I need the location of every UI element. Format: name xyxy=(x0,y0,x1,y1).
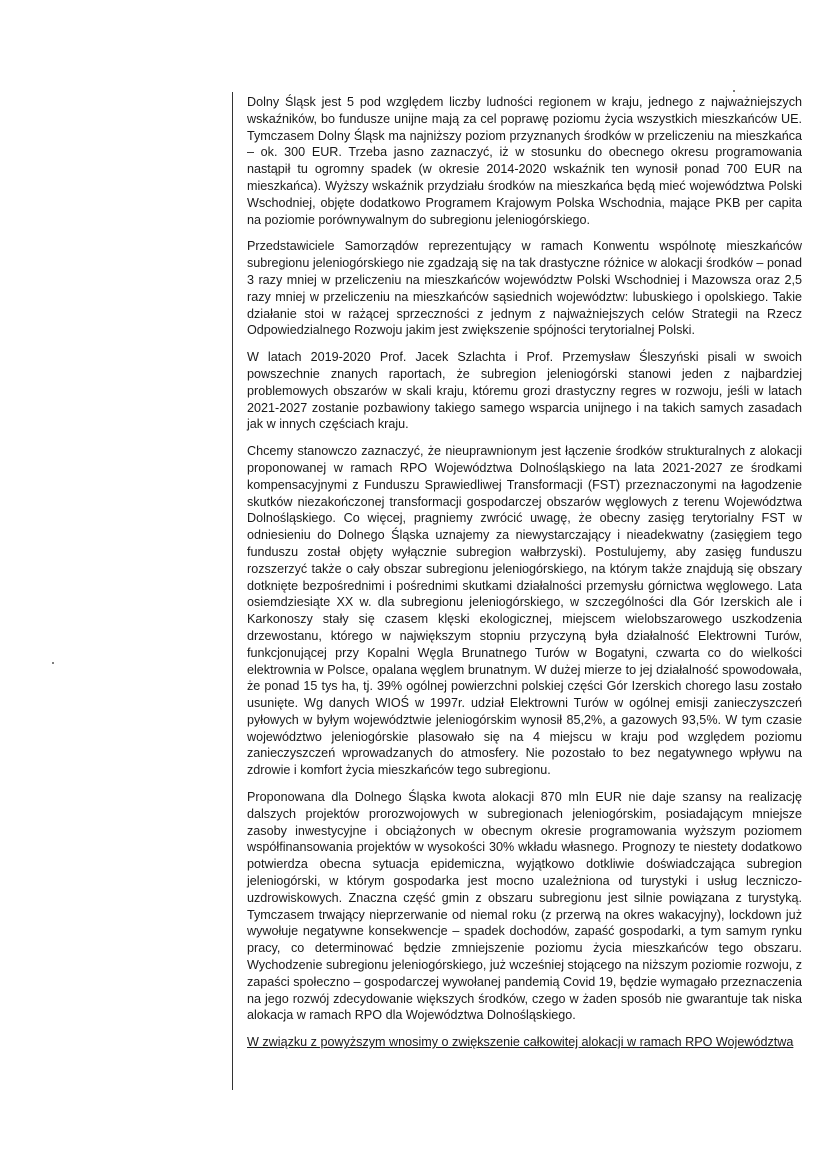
margin-line xyxy=(232,92,233,1090)
paragraph-3: W latach 2019-2020 Prof. Jacek Szlachta i Prof. Przemysław Śleszyński pisali w swoich powszechnie znanych raportach, że subregion jeleniogórski stanowi jeden z najbardziej problemowych obszarów w skali kraju, któremu grozi drastyczny regres w rozwoju, jeśli w latach 2021-2027 zostanie pozbawiony takiego samego wsparcia unijnego i na takich samych zasadach jak w innych częściach kraju. xyxy=(247,350,802,432)
paragraph-5: Proponowana dla Dolnego Śląska kwota alokacji 870 mln EUR nie daje szansy na realizację dalszych projektów prorozwojowych w subregionach jeleniogórskim, posiadającym mniejsze zasoby inwestycyjne i obciążonych w obecnym okresie programowania wyższym poziomem współfinansowania projektów w wysokości 30% wkładu własnego. Prognozy te niestety dodatkowo potwierdza obecna sytuacja epidemiczna, wyjątkowo dotkliwie doświadczająca subregion jeleniogórski, w którym gospodarka jest mocno uzależniona od turystyki i usług leczniczo-uzdrowiskowych. Znaczna część gmin z obszaru subregionu jest silnie powiązana z turystyką. Tymczasem trwający nieprzerwanie od niemal roku (z przerwą na okres wakacyjny), lockdown już wywołuje negatywne konsekwencje – spadek dochodów, zapaść gospodarki, a tym samym rynku pracy, co determinować będzie zmniejszenie poziomu życia mieszkańców tego obszaru. Wychodzenie subregionu jeleniogórskiego, już wcześniej stojącego na niższym poziomie rozwoju, z zapaści społeczno – gospodarczej wywołanej pandemią Covid 19, będzie wymagało przeznaczenia na jego rozwój zdecydowanie większych środków, czego w żaden sposób nie gwarantuje tak niska alokacja w ramach RPO dla Województwa Dolnośląskiego. xyxy=(247,790,802,1023)
paragraph-6-underlined: W związku z powyższym wnosimy o zwiększenie całkowitej alokacji w ramach RPO Województwa xyxy=(247,1035,794,1050)
paragraph-1: Dolny Śląsk jest 5 pod względem liczby ludności regionem w kraju, jednego z najważniejszych wskaźników, bo fundusze unijne mają za cel poprawę poziomu życia wszystkich mieszkańców UE. Tymczasem Dolny Śląsk ma najniższy poziom przyznanych środków w przeliczeniu na mieszkańca – ok. 300 EUR. Trzeba jasno zaznaczyć, iż w stosunku do obecnego okresu programowania nastąpił tu ogromny spadek (w okresie 2014-2020 wskaźnik ten wynosił ponad 700 EUR na mieszkańca). Wyższy wskaźnik przydziału środków na mieszkańca będą mieć województwa Polski Wschodniej, objęte dodatkowo Programem Krajowym Polska Wschodnia, mające PKB per capita na poziomie porównywalnym do subregionu jeleniogórskiego. xyxy=(247,95,802,227)
scan-speck xyxy=(733,90,735,92)
document-body xyxy=(247,94,802,1051)
scan-speck xyxy=(52,662,54,664)
paragraph-2: Przedstawiciele Samorządów reprezentujący w ramach Konwentu wspólnotę mieszkańców subregionu jeleniogórskiego nie zgadzają się na tak drastyczne różnice w alokacji środków – ponad 3 razy mniej w przeliczeniu na mieszkańców województw Polski Wschodniej i Mazowsza oraz 2,5 razy mniej w przeliczeniu na mieszkańców sąsiednich województw: lubuskiego i opolskiego. Takie działanie stoi w rażącej sprzeczności z jednym z najważniejszych celów Strategii na Rzecz Odpowiedzialnego Rozwoju jakim jest zwiększenie spójności terytorialnej Polski. xyxy=(247,239,802,338)
paragraph-4: Chcemy stanowczo zaznaczyć, że nieuprawnionym jest łączenie środków strukturalnych z alokacji proponowanej w ramach RPO Województwa Dolnośląskiego na lata 2021-2027 ze środkami kompensacyjnymi z Funduszu Sprawiedliwej Transformacji (FST) przeznaczonymi na łagodzenie skutków niezakończonej transformacji gospodarczej obszarów węglowych z terenu Województwa Dolnośląskiego. Co więcej, pragniemy zwrócić uwagę, że obecny zasięg terytorialny FST w odniesieniu do Dolnego Śląska uznajemy za niewystarczający i nieadekwatny (zasięgiem tego funduszu został objęty wyłącznie subregion wałbrzyski). Postulujemy, aby zasięg funduszu rozszerzyć także o cały obszar subregionu jeleniogórskiego, na którym także znajdują się obszary dotknięte bezpośrednimi i pośrednimi skutkami działalności przemysłu górnictwa węglowego. Lata osiemdziesiąte XX w. dla subregionu jeleniogórskiego, w szczególności dla Gór Izerskich ale i Karkonoszy stały się czasem klęski ekologicznej, miejscem wielobszarowego uszkodzenia drzewostanu, którego w największym stopniu przyczyną była działalność Elektrowni Turów, funkcjonującej przy Kopalni Węgla Brunatnego Turów w Bogatyni, czwarta co do wielkości elektrownia w Polsce, opalana węglem brunatnym. W dużej mierze to jej działalność spowodowała, że ponad 15 tys ha, tj. 39% ogólnej powierzchni polskiej części Gór Izerskich chorego lasu zostało usunięte. Wg danych WIOŚ w 1997r. udział Elektrowni Turów w ogólnej emisji zanieczyszczeń pyłowych w byłym województwie jeleniogórskim wynosił 85,2%, a gazowych 93,5%. W tym czasie województwo jeleniogórskie plasowało się na 4 miejscu w kraju pod względem poziomu zanieczyszczeń wprowadzanych do atmosfery. Nie pozostało to bez negatywnego wpływu na zdrowie i komfort życia mieszkańców tego subregionu. xyxy=(247,444,802,778)
